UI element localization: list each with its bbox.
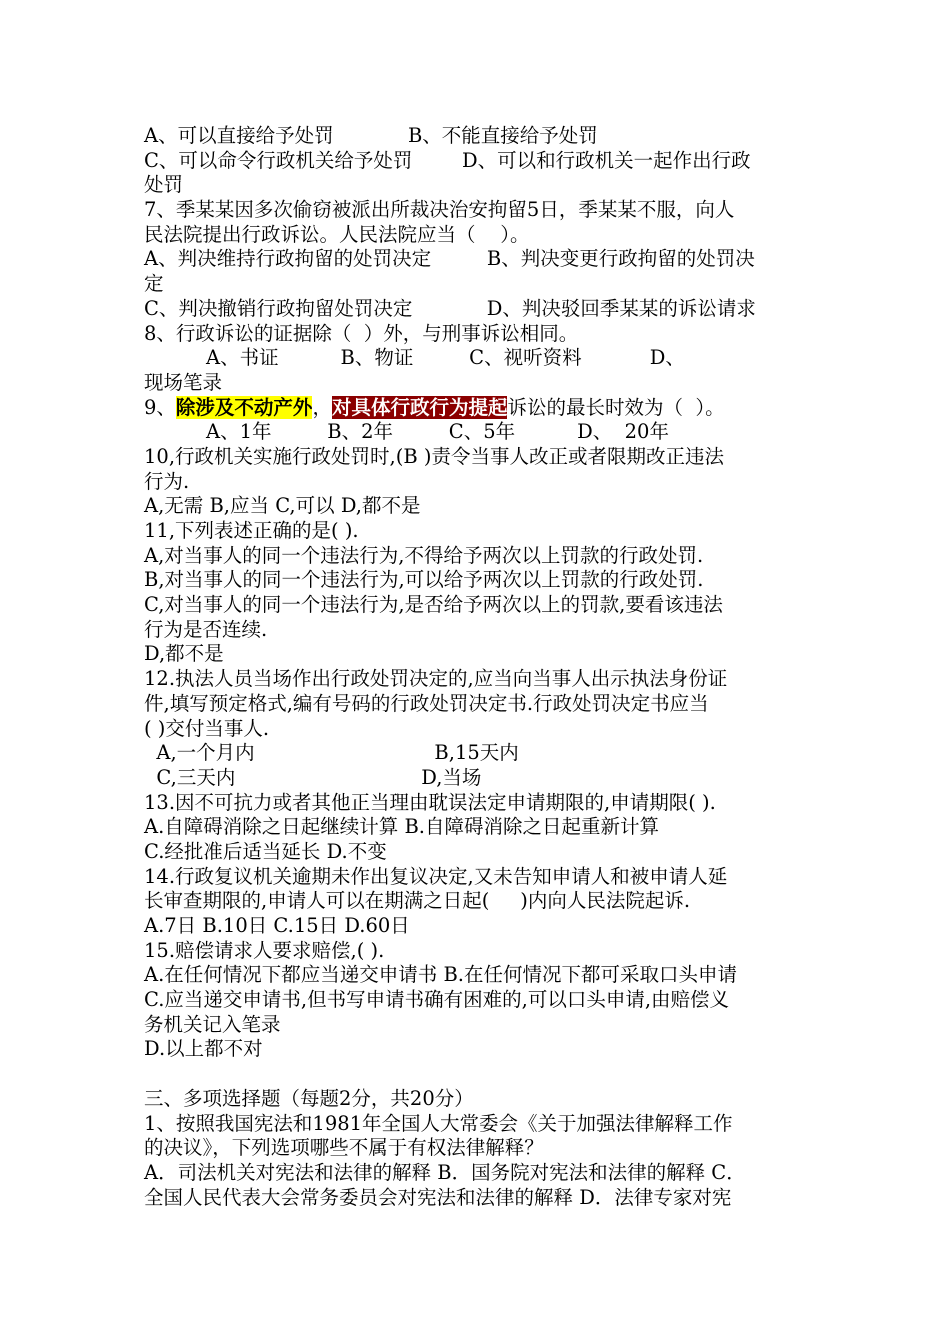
q10-stem-line-1: 10,行政机关实施行政处罚时,(B )责令当事人改正或者限期改正违法 bbox=[144, 444, 724, 468]
s3-q1-stem-line-1: 1、按照我国宪法和1981年全国人大常委会《关于加强法律解释工作 bbox=[144, 1111, 733, 1135]
q9-suffix: 诉讼的最长时效为（ ）。 bbox=[507, 395, 725, 419]
q7-stem-line-1: 7、季某某因多次偷窃被派出所裁决治安拘留5日，季某某不服，向人 bbox=[144, 198, 735, 222]
q14-options: A.7日 B.10日 C.15日 D.60日 bbox=[144, 914, 410, 937]
q13-options-ab: A.自障碍消除之日起继续计算 B.自障碍消除之日起重新计算 bbox=[144, 815, 660, 839]
q11-option-b: B,对当事人的同一个违法行为,可以给予两次以上罚款的行政处罚. bbox=[144, 568, 704, 592]
q7-stem-line-2: 民法院提出行政诉讼。人民法院应当（ ）。 bbox=[144, 222, 530, 246]
q6-option-line-2: C、可以命令行政机关给予处罚 D、可以和行政机关一起作出行政 bbox=[144, 148, 751, 172]
q9-highlight-red: 对具体行政行为提起 bbox=[331, 395, 508, 419]
q8-stem: 8、行政诉讼的证据除（ ）外，与刑事诉讼相同。 bbox=[144, 321, 579, 345]
q6-option-line-1: A、可以直接给予处罚 B、不能直接给予处罚 bbox=[144, 124, 598, 147]
q11-option-c: C,对当事人的同一个违法行为,是否给予两次以上的罚款,要看该违法 bbox=[144, 593, 723, 617]
q12-stem-line-3: ( )交付当事人. bbox=[144, 716, 270, 740]
q12-stem-line-1: 12.执法人员当场作出行政处罚决定的,应当向当事人出示执法身份证 bbox=[144, 667, 728, 691]
q9-highlight-yellow: 除涉及不动产外 bbox=[175, 395, 313, 419]
section3-title: 三、多项选择题（每题2分，共20分） bbox=[144, 1086, 474, 1110]
q9-stem bbox=[144, 396, 809, 421]
q6-option-line-3: 处罚 bbox=[144, 173, 184, 197]
s3-q1-stem-line-2: 的决议》，下列选项哪些不属于有权法律解释？ bbox=[144, 1136, 544, 1160]
q15-options-ab: A.在任何情况下都应当递交申请书 B.在任何情况下都可采取口头申请 bbox=[144, 963, 738, 987]
q7-option-line-3: C、判决撤销行政拘留处罚决定 D、判决驳回季某某的诉讼请求 bbox=[144, 296, 756, 320]
q15-option-c: C.应当递交申请书,但书写申请书确有困难的,可以口头申请,由赔偿义 bbox=[144, 988, 730, 1012]
q9-options: A、1年 B、2年 C、5年 D、 20年 bbox=[144, 420, 669, 444]
q12-stem-line-2: 件,填写预定格式,编有号码的行政处罚决定书.行政处罚决定书应当 bbox=[144, 691, 709, 715]
q11-stem: 11,下列表述正确的是( ). bbox=[144, 519, 359, 542]
q15-option-d: D.以上都不对 bbox=[144, 1037, 263, 1061]
s3-q1-options-line-2: 全国人民代表大会常务委员会对宪法和法律的解释 D．法律专家对宪 bbox=[144, 1185, 732, 1209]
q7-option-line-1: A、判决维持行政拘留的处罚决定 B、判决变更行政拘留的处罚决 bbox=[144, 247, 755, 271]
q13-options-cd: C.经批准后适当延长 D.不变 bbox=[144, 839, 387, 863]
document-page bbox=[144, 124, 809, 1210]
q15-stem: 15.赔偿请求人要求赔偿,( ). bbox=[144, 938, 385, 962]
q15-option-c-cont: 务机关记入笔录 bbox=[144, 1012, 281, 1036]
q10-stem-line-2: 行为. bbox=[144, 469, 190, 493]
q8-options: A、书证 B、物证 C、视听资料 D、 bbox=[144, 346, 685, 370]
q12-options-ab: A,一个月内 B,15天内 bbox=[144, 741, 519, 765]
q9-number: 9、 bbox=[144, 395, 176, 419]
q10-options: A,无需 B,应当 C,可以 D,都不是 bbox=[144, 494, 421, 518]
q9-comma: ， bbox=[312, 395, 332, 419]
section-spacer bbox=[144, 1062, 809, 1087]
q11-option-d: D,都不是 bbox=[144, 642, 224, 666]
q8-options-cont: 现场笔录 bbox=[144, 370, 223, 394]
q14-stem-line-2: 长审查期限的,申请人可以在期满之日起( )内向人民法院起诉. bbox=[144, 889, 691, 913]
q7-option-line-2: 定 bbox=[144, 272, 164, 296]
q11-option-c-cont: 行为是否连续. bbox=[144, 617, 268, 641]
q14-stem-line-1: 14.行政复议机关逾期未作出复议决定,又未告知申请人和被申请人延 bbox=[144, 864, 728, 888]
s3-q1-options-line-1: A．司法机关对宪法和法律的解释 B．国务院对宪法和法律的解释 C． bbox=[144, 1160, 746, 1184]
q13-stem: 13.因不可抗力或者其他正当理由耽误法定申请期限的,申请期限( ). bbox=[144, 790, 716, 814]
q12-options-cd: C,三天内 D,当场 bbox=[144, 765, 482, 789]
q11-option-a: A,对当事人的同一个违法行为,不得给予两次以上罚款的行政处罚. bbox=[144, 543, 704, 567]
